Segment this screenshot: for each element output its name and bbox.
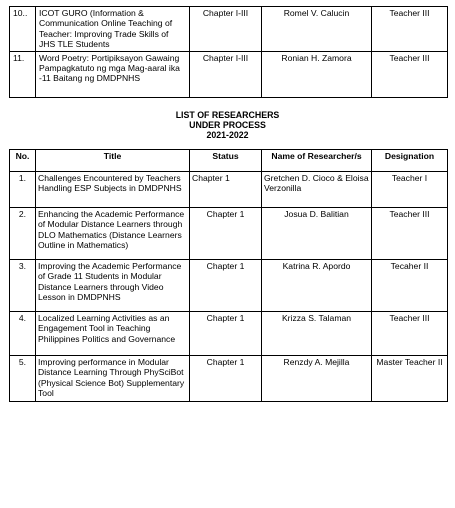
- row-number: 10..: [10, 7, 36, 52]
- row-number: 3.: [10, 260, 36, 312]
- researchers-under-process-table: [9, 149, 448, 402]
- researcher-name: Katrina R. Apordo: [262, 260, 372, 312]
- row-number: 1.: [10, 172, 36, 208]
- header-name: Name of Researcher/s: [262, 150, 372, 172]
- researcher-designation: Master Teacher II: [372, 356, 448, 402]
- research-status: Chapter 1: [190, 172, 262, 208]
- research-title: Improving the Academic Performance of Grade 11 Students in Modular Distance Learners through Video Lesson in DMDPNHS: [36, 260, 190, 312]
- heading-subtitle: UNDER PROCESS: [189, 120, 266, 131]
- table-row: [10, 172, 448, 208]
- researcher-name: Romel V. Calucin: [262, 7, 372, 52]
- section-heading: [0, 110, 455, 141]
- row-number: 2.: [10, 208, 36, 260]
- researcher-name: Gretchen D. Cioco & Eloisa Verzonilla: [262, 172, 372, 208]
- previous-researchers-table: [9, 6, 448, 98]
- research-status: Chapter 1: [190, 260, 262, 312]
- researcher-name: Krizza S. Talaman: [262, 312, 372, 356]
- research-status: Chapter I-III: [190, 7, 262, 52]
- heading-title: LIST OF RESEARCHERS: [175, 110, 280, 120]
- researcher-name: Renzdy A. Mejilla: [262, 356, 372, 402]
- header-title: Title: [36, 150, 190, 172]
- row-number: 11.: [10, 51, 36, 97]
- table-row: [10, 356, 448, 402]
- research-title: ICOT GURO (Information & Communication Online Teaching of Teacher: Improving Trade Skills of JHS TLE Students: [36, 7, 190, 52]
- research-title: Enhancing the Academic Performance of Modular Distance Learners through DLO Mathematics (Distance Learners Outline in Mathematics): [36, 208, 190, 260]
- researcher-designation: Teacher III: [372, 7, 448, 52]
- header-status: Status: [190, 150, 262, 172]
- research-status: Chapter I-III: [190, 51, 262, 97]
- research-title: Challenges Encountered by Teachers Handling ESP Subjects in DMDPNHS: [36, 172, 190, 208]
- researcher-name: Josua D. Balitian: [262, 208, 372, 260]
- researcher-designation: Teacher III: [372, 51, 448, 97]
- researcher-name: Ronian H. Zamora: [262, 51, 372, 97]
- heading-school-year: 2021-2022: [206, 130, 249, 141]
- table-row: [10, 7, 448, 52]
- header-designation: Designation: [372, 150, 448, 172]
- row-number: 5.: [10, 356, 36, 402]
- researcher-designation: Teacher I: [372, 172, 448, 208]
- research-title: Improving performance in Modular Distance Learning Through PhySciBot (Physical Science Bot) Supplementary Tool: [36, 356, 190, 402]
- row-number: 4.: [10, 312, 36, 356]
- research-status: Chapter 1: [190, 208, 262, 260]
- researcher-designation: Teacher III: [372, 312, 448, 356]
- research-title: Word Poetry: Portipiksayon Gawaing Pampagkatuto ng mga Mag-aaral ika -11 Baitang ng DMDPNHS: [36, 51, 190, 97]
- researcher-designation: Tecaher II: [372, 260, 448, 312]
- table-row: [10, 208, 448, 260]
- header-no: No.: [10, 150, 36, 172]
- table-header-row: [10, 150, 448, 172]
- table-row: [10, 51, 448, 97]
- table-row: [10, 312, 448, 356]
- table-row: [10, 260, 448, 312]
- research-status: Chapter 1: [190, 312, 262, 356]
- research-status: Chapter 1: [190, 356, 262, 402]
- research-title: Localized Learning Activities as an Engagement Tool in Teaching Philippines Politics and Governance: [36, 312, 190, 356]
- researcher-designation: Teacher III: [372, 208, 448, 260]
